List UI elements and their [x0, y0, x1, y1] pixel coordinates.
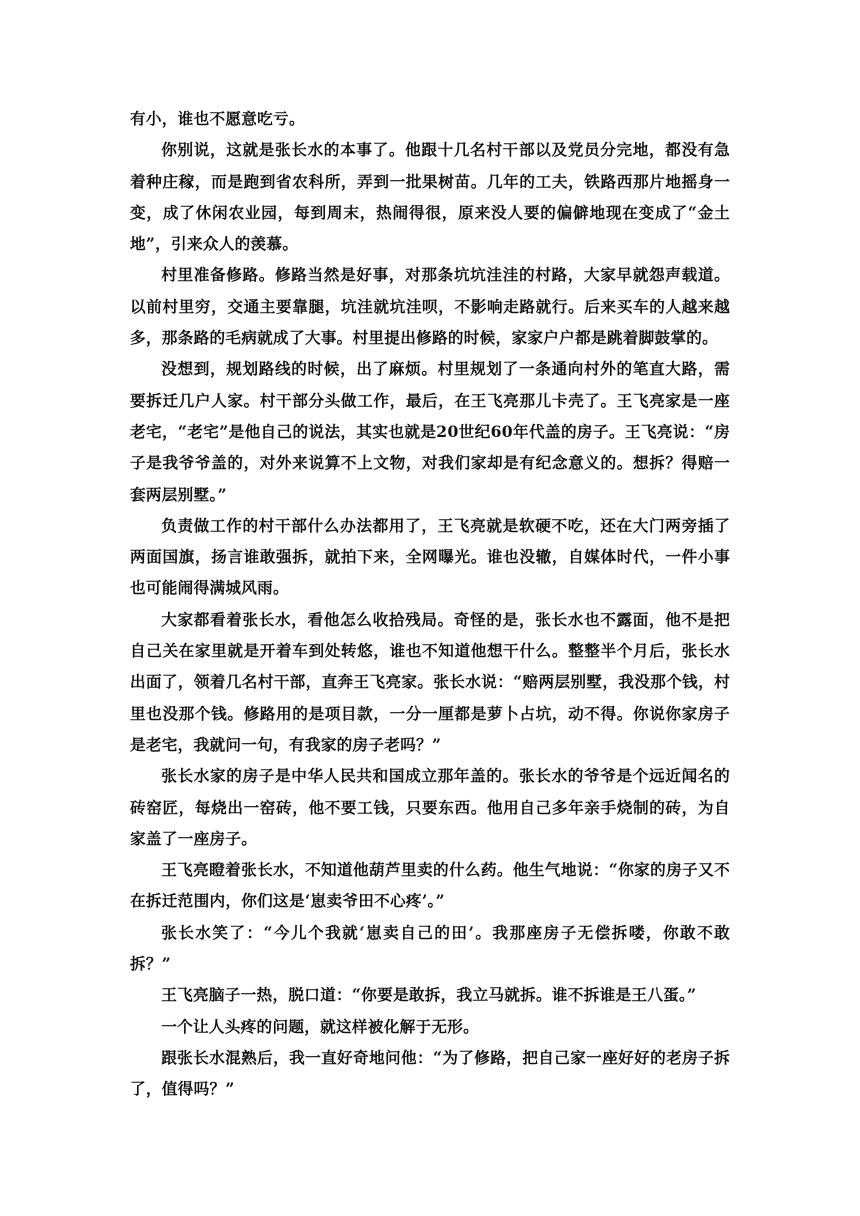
paragraph: 没想到，规划路线的时候，出了麻烦。村里规划了一条通向村外的笔直大路，需要拆迁几户人家。村干部分头做工作，最后，在王飞亮那儿卡壳了。王飞亮家是一座老宅，“老宅”是他自己的说法，其实也就是20世纪60年代盖的房子。王飞亮说：“房子是我爷爷盖的，对外来说算不上文物，对我们家却是有纪念意义的。想拆？得赔一套两层别墅。”: [130, 359, 730, 504]
paragraph: 村里准备修路。修路当然是好事，对那条坑坑洼洼的村路，大家早就怨声载道。以前村里穷，交通主要靠腿，坑洼就坑洼呗，不影响走路就行。后来买车的人越来越多，那条路的毛病就成了大事。村里提出修路的时候，家家户户都是跳着脚鼓掌的。: [130, 265, 730, 348]
paragraph: 负责做工作的村干部什么办法都用了，王飞亮就是软硬不吃，还在大门两旁插了两面国旗，扬言谁敢强拆，就拍下来，全网曝光。谁也没辙，自媒体时代，一件小事也可能闹得满城风雨。: [130, 515, 730, 598]
paragraph: 你别说，这就是张长水的本事了。他跟十几名村干部以及党员分完地，都没有急着种庄稼，而是跑到省农科所，弄到一批果树苗。几年的工夫，铁路西那片地摇身一变，成了休闲农业园，每到周末，热闹得很，原来没人要的偏僻地现在变成了“金土地”，引来众人的羡慕。: [130, 140, 730, 254]
paragraph: 王飞亮瞪着张长水，不知道他葫芦里卖的什么药。他生气地说：“你家的房子又不在拆迁范围内，你们这是‘崽卖爷田不心疼’。”: [130, 860, 730, 911]
article-body: [130, 103, 730, 1105]
paragraph: 一个让人头疼的问题，就这样被化解于无形。: [161, 1016, 480, 1036]
paragraph: 跟张长水混熟后，我一直好奇地问他：“为了修路，把自己家一座好好的老房子拆了，值得吗？”: [130, 1047, 730, 1099]
paragraph: 王飞亮脑子一热，脱口道：“你要是敢拆，我立马就拆。谁不拆谁是王八蛋。”: [161, 985, 697, 1005]
paragraph: 大家都看着张长水，看他怎么收拾残局。奇怪的是，张长水也不露面，他不是把自己关在家里就是开着车到处转悠，谁也不知道他想干什么。整整半个月后，张长水出面了，领着几名村干部，直奔王飞亮家。张长水说：“赔两层别墅，我没那个钱，村里也没那个钱。修路用的是项目款，一分一厘都是萝卜占坑，动不得。你说你家房子是老宅，我就问一句，有我家的房子老吗？”: [130, 609, 730, 754]
paragraph: 张长水家的房子是中华人民共和国成立那年盖的。张长水的爷爷是个远近闻名的砖窑匠，每烧出一窑砖，他不要工钱，只要东西。他用自己多年亲手烧制的砖，为自家盖了一座房子。: [130, 766, 730, 848]
paragraph: 张长水笑了：“今儿个我就‘崽卖自己的田’。我那座房子无偿拆喽，你敢不敢拆？”: [130, 922, 730, 974]
paragraph: 有小，谁也不愿意吃亏。: [130, 109, 305, 128]
